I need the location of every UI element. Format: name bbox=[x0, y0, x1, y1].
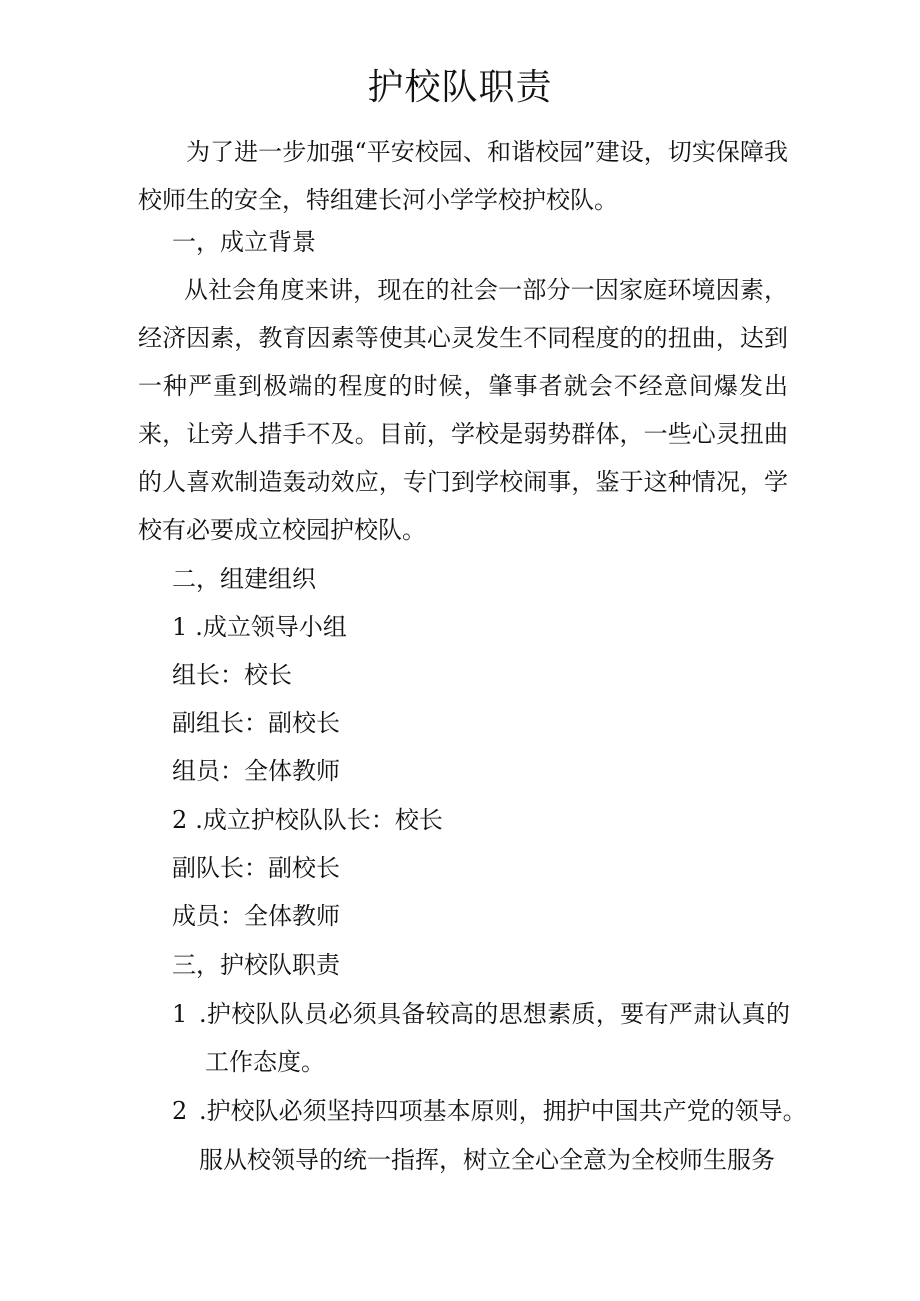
duty-1-number: 1 bbox=[172, 1000, 188, 1028]
document-title: 护校队职责 bbox=[367, 67, 553, 108]
deputy-captain-line: 副队长：副校长 bbox=[172, 854, 340, 882]
group1-number: 1 bbox=[172, 613, 188, 641]
background-paragraph: 从社会角度来讲，现在的社会一部分一因家庭环境因素，经济因素，教育因素等使其心灵发生不同程度的的扭曲，达到一种严重到极端的程度的时候，肇事者就会不经意间爆发出来，让旁人措手不及。目前，学校是弱势群体，一些心灵扭曲的人喜欢制造轰动效应，专门到学校闹事，鉴于这种情况，学校有必要成立校园护校队。 bbox=[138, 276, 788, 544]
duty-1-text: .护校队队员必须具备较高的思想素质，要有严肃认真的工作态度。 bbox=[199, 1000, 790, 1076]
group2-title: .成立护校队队长：校长 bbox=[195, 806, 443, 834]
section-heading-background: 一，成立背景 bbox=[172, 228, 316, 256]
section-heading-organization: 二，组建组织 bbox=[172, 565, 316, 593]
members-line: 组员：全体教师 bbox=[172, 757, 340, 785]
section-heading-duties: 三，护校队职责 bbox=[172, 951, 340, 979]
leader-line: 组长：校长 bbox=[172, 661, 292, 689]
group2-heading bbox=[172, 796, 443, 844]
group1-title: .成立领导小组 bbox=[195, 613, 347, 641]
intro-paragraph: 为了进一步加强“平安校园、和谐校园”建设，切实保障我校师生的安全，特组建长河小学学校护校队。 bbox=[138, 138, 788, 214]
team-members-line: 成员：全体教师 bbox=[172, 902, 340, 930]
group2-number: 2 bbox=[172, 806, 188, 834]
duty-2-continuation: 服从校领导的统一指挥，树立全心全意为全校师生服务 bbox=[199, 1146, 775, 1174]
duty-2-number: 2 bbox=[172, 1097, 188, 1125]
deputy-leader-line: 副组长：副校长 bbox=[172, 709, 340, 737]
group1-heading bbox=[172, 603, 347, 651]
duty-2-text: .护校队必须坚持四项基本原则，拥护中国共产党的领导。 bbox=[199, 1097, 807, 1125]
